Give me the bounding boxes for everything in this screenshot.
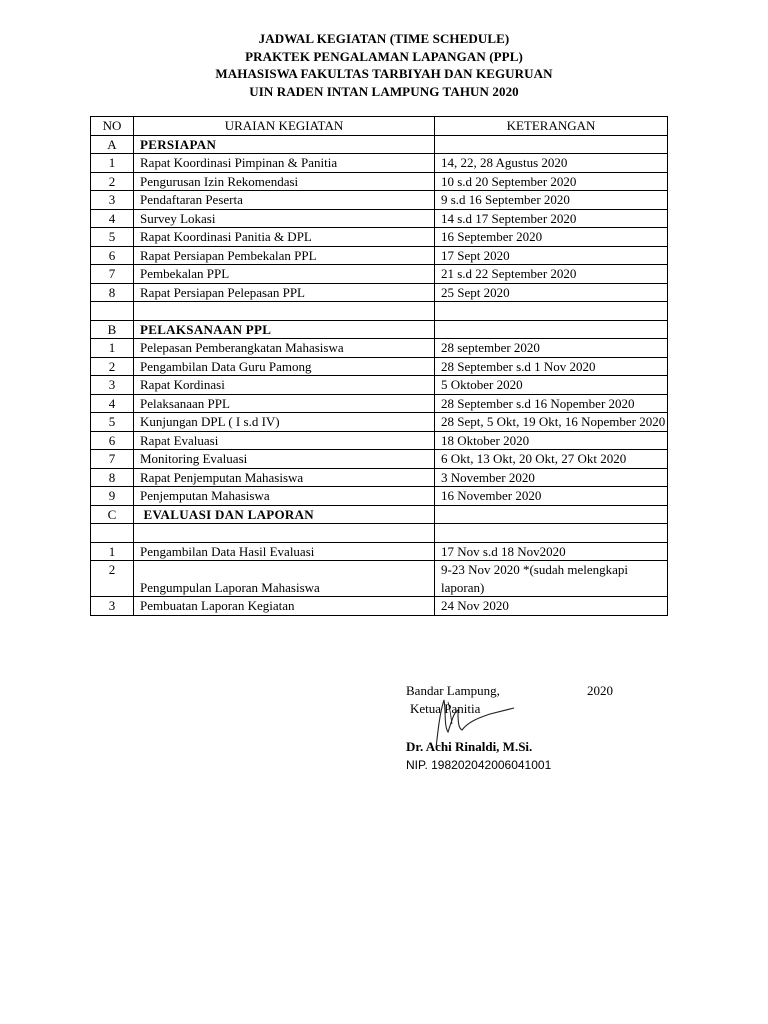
row-number: 6 (91, 246, 134, 265)
note-cell: 14 s.d 17 September 2020 (435, 209, 668, 228)
note-cell: 9 s.d 16 September 2020 (435, 191, 668, 210)
header-notes: KETERANGAN (435, 117, 668, 136)
signer-name: Dr. Achi Rinaldi, M.Si. (406, 739, 533, 754)
spacer-row (91, 524, 668, 543)
note-cell: 6 Okt, 13 Okt, 20 Okt, 27 Okt 2020 (435, 450, 668, 469)
signer-nip: NIP. 198202042006041001 (406, 758, 552, 772)
section-code: A (91, 135, 134, 154)
row-number: 6 (91, 431, 134, 450)
row-number: 1 (91, 339, 134, 358)
note-cell: 21 s.d 22 September 2020 (435, 265, 668, 284)
table-row (91, 561, 668, 597)
header-no: NO (91, 117, 134, 136)
activity-cell: Rapat Koordinasi Pimpinan & Panitia (134, 154, 435, 173)
evaluasi-rows (91, 542, 668, 615)
note-cell: 5 Oktober 2020 (435, 376, 668, 395)
note-cell: 28 September s.d 16 Nopember 2020 (435, 394, 668, 413)
row-number: 2 (91, 357, 134, 376)
row-number: 2 (91, 561, 134, 597)
table-row (91, 394, 668, 413)
table-row (91, 283, 668, 302)
signature-role: Ketua Panitia (410, 701, 481, 716)
activity-cell: Rapat Persiapan Pelepasan PPL (134, 283, 435, 302)
table-row (91, 228, 668, 247)
spacer-row (91, 302, 668, 321)
section-row-persiapan (91, 135, 668, 154)
schedule-table (90, 116, 668, 616)
title-line-3: MAHASISWA FAKULTAS TARBIYAH DAN KEGURUAN (215, 66, 553, 81)
note-cell: 28 Sept, 5 Okt, 19 Okt, 16 Nopember 2020 (435, 413, 668, 432)
signature-block (406, 682, 646, 774)
signature-year: 2020 (587, 683, 613, 698)
row-number: 7 (91, 450, 134, 469)
empty-cell (435, 505, 668, 524)
activity-cell: Pengambilan Data Hasil Evaluasi (134, 542, 435, 561)
note-cell: 25 Sept 2020 (435, 283, 668, 302)
row-number: 1 (91, 542, 134, 561)
row-number: 4 (91, 394, 134, 413)
activity-cell: Pembekalan PPL (134, 265, 435, 284)
table-header-row (91, 117, 668, 136)
row-number: 7 (91, 265, 134, 284)
title-line-2: PRAKTEK PENGALAMAN LAPANGAN (PPL) (245, 48, 523, 64)
row-number: 9 (91, 487, 134, 506)
row-number: 2 (91, 172, 134, 191)
table-row (91, 172, 668, 191)
note-cell: 3 November 2020 (435, 468, 668, 487)
activity-cell: Pengurusan Izin Rekomendasi (134, 172, 435, 191)
row-number: 5 (91, 228, 134, 247)
note-cell: 16 November 2020 (435, 487, 668, 506)
row-number: 8 (91, 468, 134, 487)
row-number: 3 (91, 376, 134, 395)
section-title: PERSIAPAN (134, 135, 435, 154)
note-cell: 28 September s.d 1 Nov 2020 (435, 357, 668, 376)
section-code: B (91, 320, 134, 339)
empty-cell (435, 135, 668, 154)
row-number: 5 (91, 413, 134, 432)
activity-cell: Pendaftaran Peserta (134, 191, 435, 210)
header-activity: URAIAN KEGIATAN (134, 117, 435, 136)
activity-cell: Pembuatan Laporan Kegiatan (134, 597, 435, 616)
table-row (91, 597, 668, 616)
table-row (91, 191, 668, 210)
activity-cell: Pengumpulan Laporan Mahasiswa (134, 561, 435, 597)
signature-place: Bandar Lampung, (406, 683, 500, 698)
note-cell: 17 Nov s.d 18 Nov2020 (435, 542, 668, 561)
table-row (91, 450, 668, 469)
table-row (91, 542, 668, 561)
document-title (0, 30, 768, 100)
section-code: C (91, 505, 134, 524)
activity-cell: Kunjungan DPL ( I s.d IV) (134, 413, 435, 432)
activity-cell: Pelaksanaan PPL (134, 394, 435, 413)
row-number: 3 (91, 597, 134, 616)
activity-cell: Survey Lokasi (134, 209, 435, 228)
activity-cell: Penjemputan Mahasiswa (134, 487, 435, 506)
row-number: 3 (91, 191, 134, 210)
activity-cell: Pengambilan Data Guru Pamong (134, 357, 435, 376)
row-number: 4 (91, 209, 134, 228)
section-row-pelaksanaan (91, 320, 668, 339)
note-cell: 17 Sept 2020 (435, 246, 668, 265)
activity-cell: Rapat Penjemputan Mahasiswa (134, 468, 435, 487)
empty-cell (435, 320, 668, 339)
title-line-1: JADWAL KEGIATAN (TIME SCHEDULE) (258, 31, 510, 46)
row-number: 8 (91, 283, 134, 302)
title-line-4: UIN RADEN INTAN LAMPUNG TAHUN 2020 (249, 83, 519, 99)
activity-cell: Rapat Koordinasi Panitia & DPL (134, 228, 435, 247)
table-row (91, 209, 668, 228)
note-cell: 18 Oktober 2020 (435, 431, 668, 450)
table-row (91, 431, 668, 450)
table-row (91, 357, 668, 376)
table-row (91, 376, 668, 395)
section-row-evaluasi (91, 505, 668, 524)
table-row (91, 413, 668, 432)
table-row (91, 487, 668, 506)
table-row (91, 154, 668, 173)
note-cell: 9-23 Nov 2020 *(sudah melengkapi laporan) (435, 561, 668, 597)
table-row (91, 339, 668, 358)
table-row (91, 468, 668, 487)
note-cell: 14, 22, 28 Agustus 2020 (435, 154, 668, 173)
table-row (91, 265, 668, 284)
note-cell: 28 september 2020 (435, 339, 668, 358)
activity-cell: Monitoring Evaluasi (134, 450, 435, 469)
activity-cell: Rapat Persiapan Pembekalan PPL (134, 246, 435, 265)
table-row (91, 246, 668, 265)
activity-cell: Rapat Evaluasi (134, 431, 435, 450)
note-cell: 24 Nov 2020 (435, 597, 668, 616)
row-number: 1 (91, 154, 134, 173)
persiapan-rows (91, 154, 668, 302)
activity-cell: Rapat Kordinasi (134, 376, 435, 395)
activity-cell: Pelepasan Pemberangkatan Mahasiswa (134, 339, 435, 358)
section-title: EVALUASI DAN LAPORAN (134, 505, 435, 524)
note-cell: 10 s.d 20 September 2020 (435, 172, 668, 191)
pelaksanaan-rows (91, 339, 668, 506)
note-cell: 16 September 2020 (435, 228, 668, 247)
section-title: PELAKSANAAN PPL (134, 320, 435, 339)
